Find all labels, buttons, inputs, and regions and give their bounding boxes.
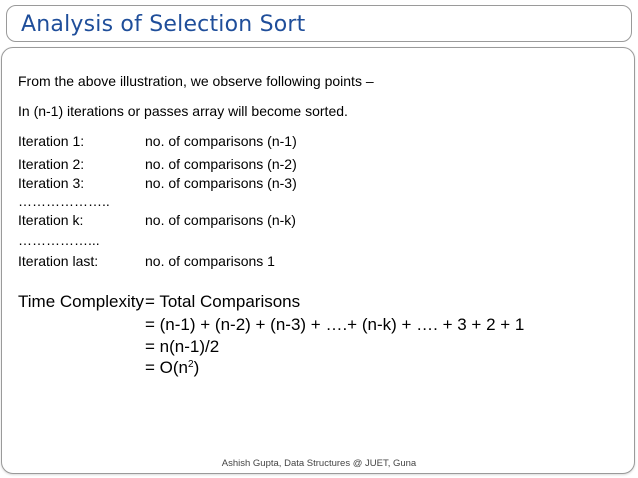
iteration-label: Iteration last: [18, 253, 99, 269]
iteration-value: no. of comparisons 1 [145, 253, 275, 269]
ellipsis: ……………... [18, 232, 100, 248]
slide-title: Analysis of Selection Sort [21, 12, 306, 37]
passes-text: In (n-1) iterations or passes array will become sorted. [18, 103, 348, 119]
intro-text: From the above illustration, we observe following points – [18, 73, 374, 89]
iteration-value: no. of comparisons (n-1) [145, 133, 297, 149]
comparison-sum: = (n-1) + (n-2) + (n-3) + ….+ (n-k) + …. + 3 + 2 + 1 [145, 315, 525, 334]
iteration-value: no. of comparisons (n-2) [145, 156, 297, 172]
total-comparisons: = Total Comparisons [145, 292, 301, 311]
iteration-value: no. of comparisons (n-3) [145, 175, 297, 191]
footer-credit: Ashish Gupta, Data Structures @ JUET, Guna [221, 458, 417, 469]
exponent: 2 [188, 359, 194, 370]
iteration-label: Iteration k: [18, 212, 84, 228]
iteration-label: Iteration 2: [18, 156, 85, 172]
iteration-value: no. of comparisons (n-k) [145, 212, 296, 228]
closed-form: = n(n-1)/2 [145, 337, 220, 356]
big-o-result: = $O(n^2)$ [145, 358, 200, 377]
time-complexity-label: Time Complexity [18, 292, 144, 311]
title-bar [6, 5, 632, 42]
iteration-label: Iteration 1: [18, 133, 85, 149]
ellipsis: ……………….. [18, 193, 110, 209]
iteration-label: Iteration 3: [18, 175, 85, 191]
